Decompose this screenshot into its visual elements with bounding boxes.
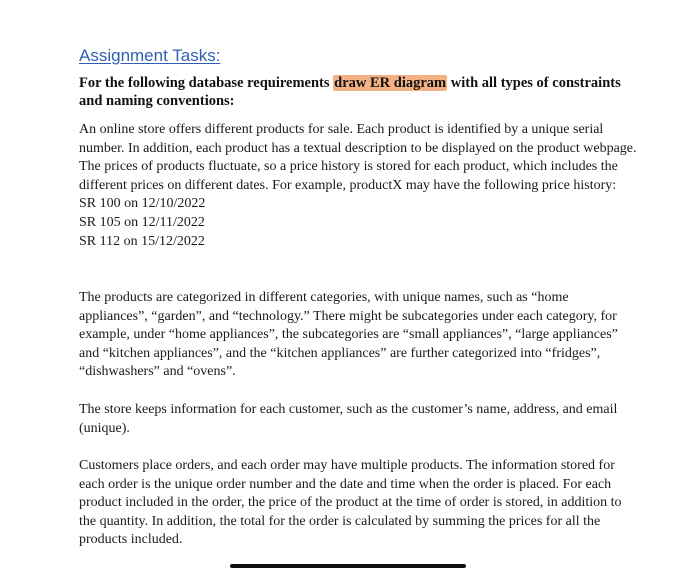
paragraph-customers: The store keeps information for each customer, such as the customer’s name, address, and email (unique). <box>79 402 618 436</box>
paragraph-categories: The products are categorized in different categories, with unique names, such as “home appliances”, “garden”, and “technology.” There might be subcategories under each category, for example, under “home appliances”, the subcategories are “small appliances”, “large appliances” and “kitchen appliances”, and the “kitchen appliances” are further categorized into “fridges”, “dishwashers” and “ovens”. <box>79 290 618 380</box>
price-history-item: SR 100 on 12/10/2022 <box>79 196 206 212</box>
paragraph-orders: Customers place orders, and each order may have multiple products. The information stored for each order is the unique order number and the date and time when the order is placed. For each product included in the order, the price of the product at the time of order is stored, in addition to the quantity. In addition, the total for the order is calculated by summing the prices for all the products included. <box>79 458 622 548</box>
assignment-heading: Assignment Tasks: <box>79 46 221 65</box>
paragraph-products-text: An online store offers different products for sale. Each product is identified by a unique serial number. In addition, each product has a textual description to be displayed on the product webpage. The prices of products fluctuate, so a price history is stored for each product, which includes the different prices on different dates. For example, productX may have the following price history: <box>79 122 637 193</box>
highlighted-phrase: draw ER diagram <box>334 75 447 91</box>
price-history-item: SR 105 on 12/11/2022 <box>79 214 205 230</box>
instruction-tail: with all types of constraints and naming conventions: <box>79 75 621 109</box>
paragraph-products <box>79 121 639 251</box>
price-history-list <box>79 195 639 251</box>
home-indicator-bar[interactable] <box>230 564 466 568</box>
price-history-item: SR 112 on 15/12/2022 <box>79 233 205 249</box>
task-instruction <box>79 74 639 110</box>
instruction-lead: For the following database requirements <box>79 75 334 91</box>
